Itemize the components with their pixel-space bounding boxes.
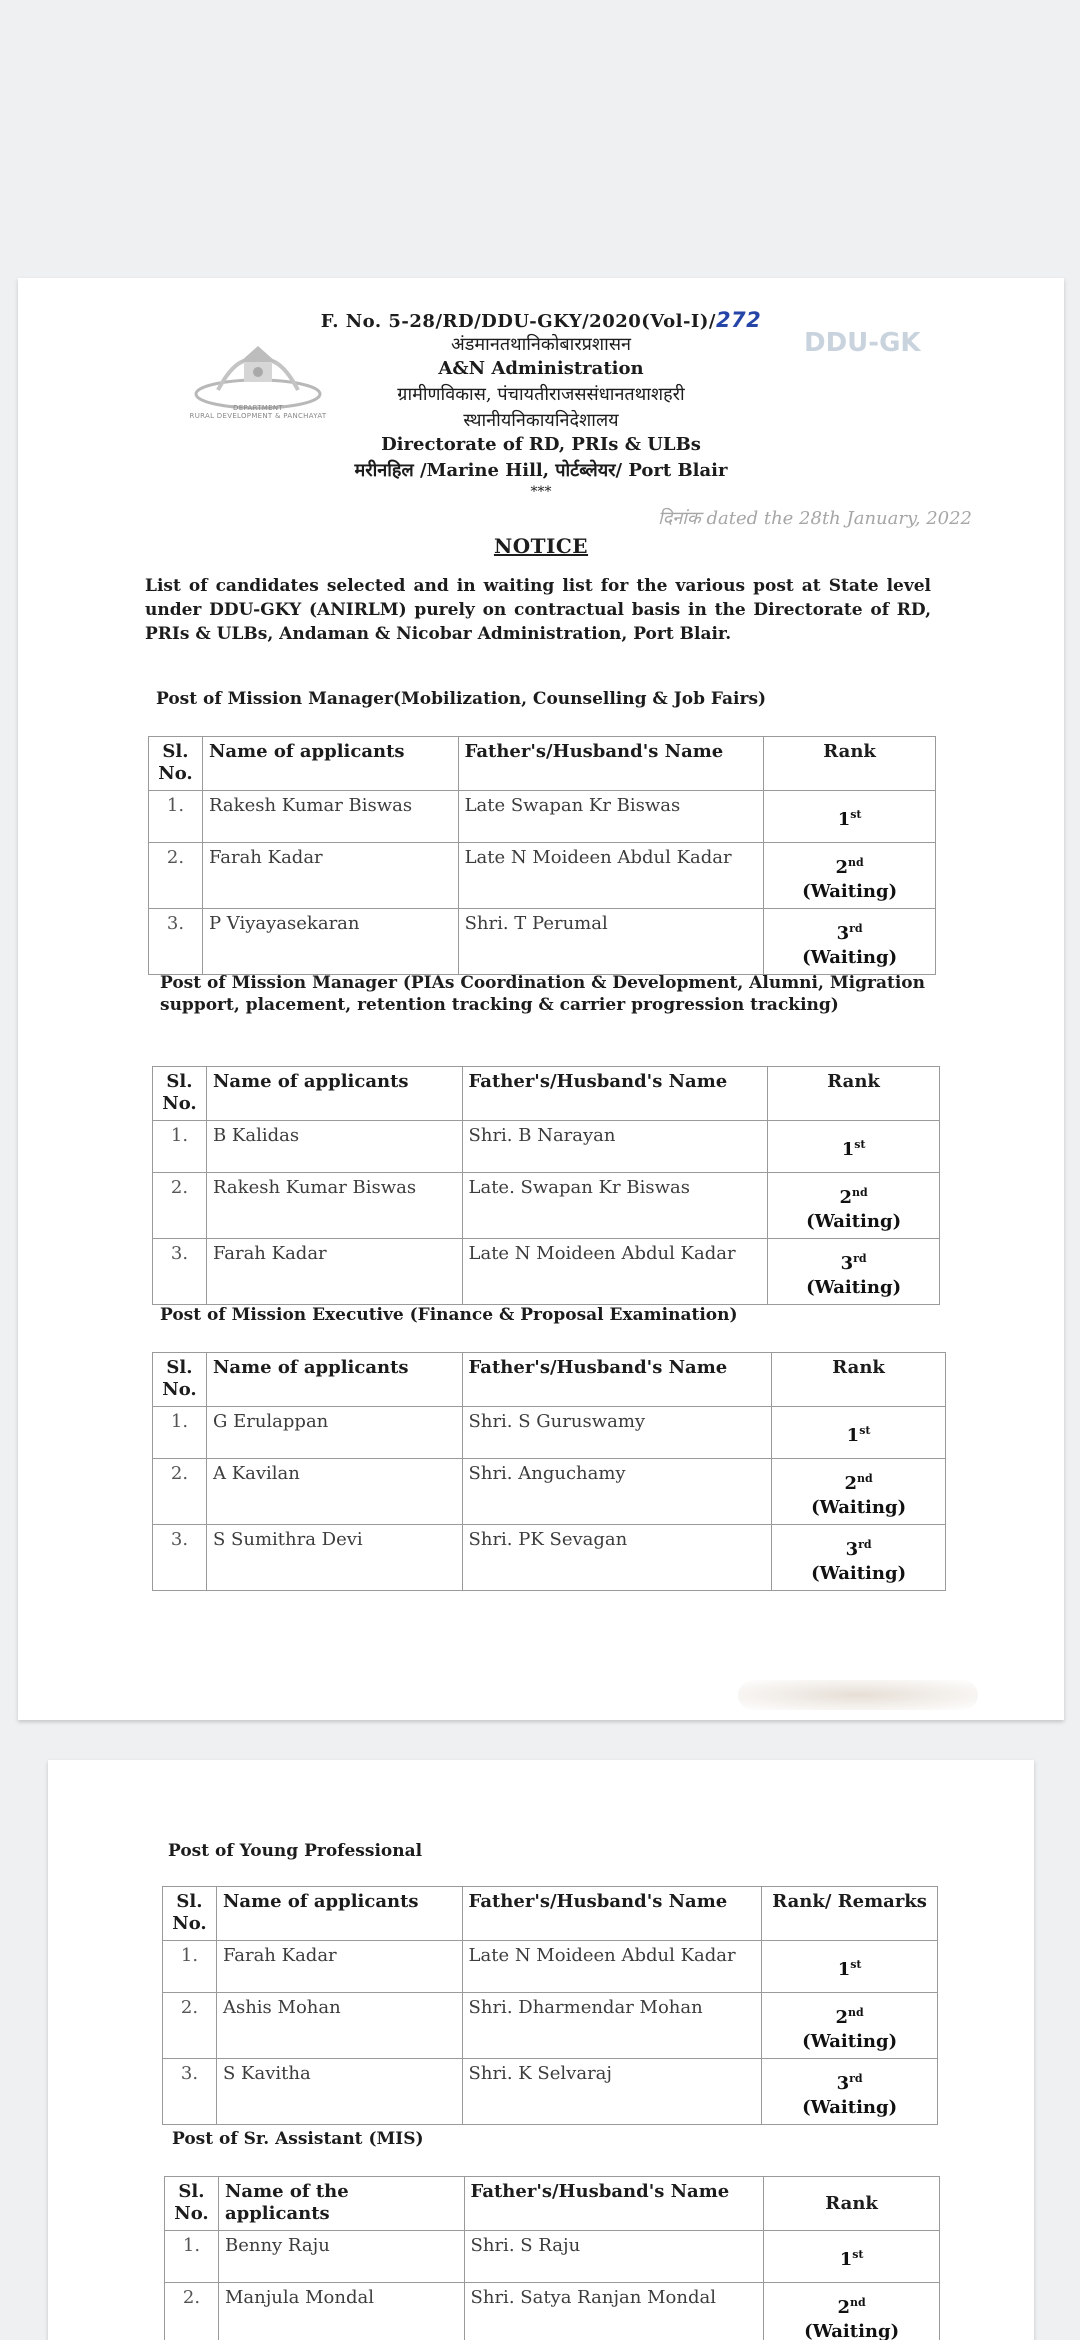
hindi-header-line-1: अंडमानतथानिकोबारप्रशासन [451,334,631,355]
father-husband-name: Shri. Anguchamy [462,1459,772,1525]
row-sl-no: 2. [163,1993,217,2059]
header-sl-no [163,1887,217,1941]
header-text: No. [162,1093,197,1114]
post-title: Post of Mission Manager (PIAs Coordination & Development, Alumni, Migration support, placement, retention tracking & carrier progression tracking) [160,973,925,1015]
administration-name: A&N Administration [438,358,644,379]
logo-caption-line: DEPARTMENT [233,404,283,412]
post-title: Post of Mission Manager(Mobilization, Counselling & Job Fairs) [156,689,767,709]
rank-number: 2 [837,2297,851,2318]
rank-number: 3 [836,923,850,944]
rank-cell [762,1993,938,2059]
header-text: No. [162,1379,197,1400]
rank-suffix: rd [849,922,863,935]
header-text: Sl. [162,741,189,762]
rank-suffix: nd [852,1186,868,1199]
table-row [149,791,936,843]
post-title: Post of Sr. Assistant (MIS) [172,2129,424,2149]
table-header-row [163,1887,938,1941]
header-father: Father's/Husband's Name [464,2177,764,2231]
row-sl-no: 1. [165,2231,219,2283]
candidates-table [148,736,936,975]
rank-suffix: st [850,1958,862,1971]
row-sl-no: 1. [153,1407,207,1459]
rank-number: 1 [839,2249,853,2270]
table-header-row [165,2177,940,2231]
waiting-status: (Waiting) [802,881,898,902]
row-sl-no: 1. [153,1121,207,1173]
table-row [153,1173,940,1239]
header-sl-no [153,1353,207,1407]
father-husband-name: Late N Moideen Abdul Kadar [462,1239,768,1305]
applicant-name: Rakesh Kumar Biswas [206,1173,462,1239]
rank-suffix: rd [858,1538,872,1551]
applicant-name: B Kalidas [206,1121,462,1173]
waiting-status: (Waiting) [802,2031,898,2052]
candidates-table [152,1066,940,1305]
notice-title: NOTICE [493,534,589,558]
row-sl-no: 2. [165,2283,219,2340]
table-row [163,2059,938,2125]
table-row [153,1525,946,1591]
waiting-status: (Waiting) [804,2321,900,2340]
waiting-status: (Waiting) [806,1211,902,1232]
father-husband-name: Shri. B Narayan [462,1121,768,1173]
table-row [153,1459,946,1525]
header-rank: Rank [772,1353,946,1407]
rank-cell [772,1407,946,1459]
header-name-alt [218,2177,464,2231]
waiting-status: (Waiting) [811,1497,907,1518]
rank-cell [764,791,936,843]
rank-number: 1 [841,1139,855,1160]
waiting-status: (Waiting) [806,1277,902,1298]
header-text: Sl. [176,1891,203,1912]
header-text: Sl. [178,2181,205,2202]
row-sl-no: 1. [149,791,203,843]
row-sl-no: 3. [163,2059,217,2125]
table-row [149,909,936,975]
document-page-2 [48,1760,1034,2340]
rank-cell [768,1239,940,1305]
row-sl-no: 3. [153,1239,207,1305]
father-husband-name: Shri. PK Sevagan [462,1525,772,1591]
office-address: मरीनहिल /Marine Hill, पोर्टब्लेयर/ Port Blair [354,460,728,481]
table-row [163,1993,938,2059]
rank-suffix: nd [850,2296,866,2309]
father-husband-name: Shri. S Raju [464,2231,764,2283]
father-husband-name: Shri. Dharmendar Mohan [462,1993,762,2059]
candidates-table [152,1352,946,1591]
header-text: Sl. [166,1357,193,1378]
candidates-table [162,1886,938,2125]
rank-number: 2 [835,857,849,878]
post-title: Post of Young Professional [168,1841,423,1861]
separator-stars: *** [530,484,552,500]
header-sl-no [149,737,203,791]
file-number [18,308,1064,332]
applicant-name: P Viyayasekaran [202,909,458,975]
header-rank: Rank [764,2177,940,2231]
row-sl-no: 1. [163,1941,217,1993]
father-husband-name: Shri. Satya Ranjan Mondal [464,2283,764,2340]
document-page-1 [18,278,1064,1720]
table-row [153,1407,946,1459]
rank-number: 2 [835,2007,849,2028]
header-text: No. [174,2203,209,2224]
applicant-name: Benny Raju [218,2231,464,2283]
rank-cell [764,2283,940,2340]
table-row [153,1239,940,1305]
waiting-status: (Waiting) [802,2097,898,2118]
applicant-name: Manjula Mondal [218,2283,464,2340]
header-text: No. [158,763,193,784]
applicant-name: Ashis Mohan [216,1993,462,2059]
row-sl-no: 2. [153,1173,207,1239]
table-row [153,1121,940,1173]
notice-intro-text: List of candidates selected and in waiting list for the various post at State level under DDU-GKY (ANIRLM) purely on contractual basis in the Directorate of RD, PRIs & ULBs, Andaman & Nicobar Administration, Port Blair. [145,576,931,644]
rank-suffix: st [859,1424,871,1437]
directorate-name: Directorate of RD, PRIs & ULBs [381,434,701,455]
table-header-row [149,737,936,791]
header-father: Father's/Husband's Name [462,1067,768,1121]
applicant-name: Farah Kadar [202,843,458,909]
rank-suffix: st [850,808,862,821]
rank-suffix: nd [857,1472,873,1485]
father-husband-name: Late N Moideen Abdul Kadar [458,843,764,909]
candidates-table [164,2176,940,2340]
rank-cell [762,1941,938,1993]
header-rank-remarks: Rank/ Remarks [762,1887,938,1941]
rank-suffix: rd [853,1252,867,1265]
table-row [165,2283,940,2340]
header-text: Sl. [166,1071,193,1092]
rank-cell [772,1525,946,1591]
rank-cell [764,909,936,975]
rank-suffix: nd [848,2006,864,2019]
header-rank: Rank [764,737,936,791]
rank-suffix: st [854,1138,866,1151]
father-husband-name: Late. Swapan Kr Biswas [462,1173,768,1239]
rank-number: 3 [836,2073,850,2094]
applicant-name: Rakesh Kumar Biswas [202,791,458,843]
header-father: Father's/Husband's Name [462,1353,772,1407]
scan-smudge [738,1680,978,1710]
header-father: Father's/Husband's Name [462,1887,762,1941]
rank-suffix: rd [849,2072,863,2085]
rank-cell [772,1459,946,1525]
rank-cell [764,2231,940,2283]
rank-suffix: nd [848,856,864,869]
post-title: Post of Mission Executive (Finance & Proposal Examination) [160,1305,738,1325]
applicant-name: Farah Kadar [206,1239,462,1305]
rank-number: 1 [837,1959,851,1980]
row-sl-no: 3. [149,909,203,975]
table-row [149,843,936,909]
header-text: Name of the [224,2181,349,2202]
file-number-handwritten: 272 [715,308,762,332]
row-sl-no: 2. [153,1459,207,1525]
father-husband-name: Late N Moideen Abdul Kadar [462,1941,762,1993]
header-name: Name of applicants [202,737,458,791]
rank-number: 2 [839,1187,852,1208]
header-name: Name of applicants [206,1067,462,1121]
applicant-name: S Sumithra Devi [206,1525,462,1591]
rank-cell [768,1121,940,1173]
logo-caption-line: RURAL DEVELOPMENT & PANCHAYAT [189,412,327,420]
header-sl-no [165,2177,219,2231]
row-sl-no: 2. [149,843,203,909]
father-husband-name: Shri. K Selvaraj [462,2059,762,2125]
rank-number: 3 [840,1253,854,1274]
header-sl-no [153,1067,207,1121]
applicant-name: G Erulappan [206,1407,462,1459]
header-text: applicants [224,2203,330,2224]
waiting-status: (Waiting) [802,947,898,968]
rank-cell [768,1173,940,1239]
notice-date: दिनांक dated the 28th January, 2022 [658,508,972,529]
header-text: No. [172,1913,207,1934]
table-header-row [153,1353,946,1407]
father-husband-name: Late Swapan Kr Biswas [458,791,764,843]
header-father: Father's/Husband's Name [458,737,764,791]
table-row [163,1941,938,1993]
waiting-status: (Waiting) [811,1563,907,1584]
applicant-name: A Kavilan [206,1459,462,1525]
applicant-name: S Kavitha [216,2059,462,2125]
table-row [165,2231,940,2283]
rank-number: 3 [845,1539,859,1560]
rank-cell [762,2059,938,2125]
row-sl-no: 3. [153,1525,207,1591]
rank-suffix: st [852,2248,864,2261]
rank-number: 1 [846,1425,860,1446]
ddu-watermark: DDU-GK [804,328,921,358]
rank-cell [764,843,936,909]
header-name: Name of applicants [216,1887,462,1941]
father-husband-name: Shri. T Perumal [458,909,764,975]
table-header-row [153,1067,940,1121]
hindi-header-line-2: ग्रामीणविकास, पंचायतीराजससंधानतथाशहरी [397,384,685,405]
header-rank: Rank [768,1067,940,1121]
file-number-prefix: F. No. 5-28/RD/DDU-GKY/2020(Vol-I)/ [320,311,716,332]
hindi-header-line-3: स्थानीयनिकायनिदेशालय [463,410,619,431]
header-name: Name of applicants [206,1353,462,1407]
rank-number: 2 [844,1473,857,1494]
rank-number: 1 [837,809,851,830]
applicant-name: Farah Kadar [216,1941,462,1993]
father-husband-name: Shri. S Guruswamy [462,1407,772,1459]
